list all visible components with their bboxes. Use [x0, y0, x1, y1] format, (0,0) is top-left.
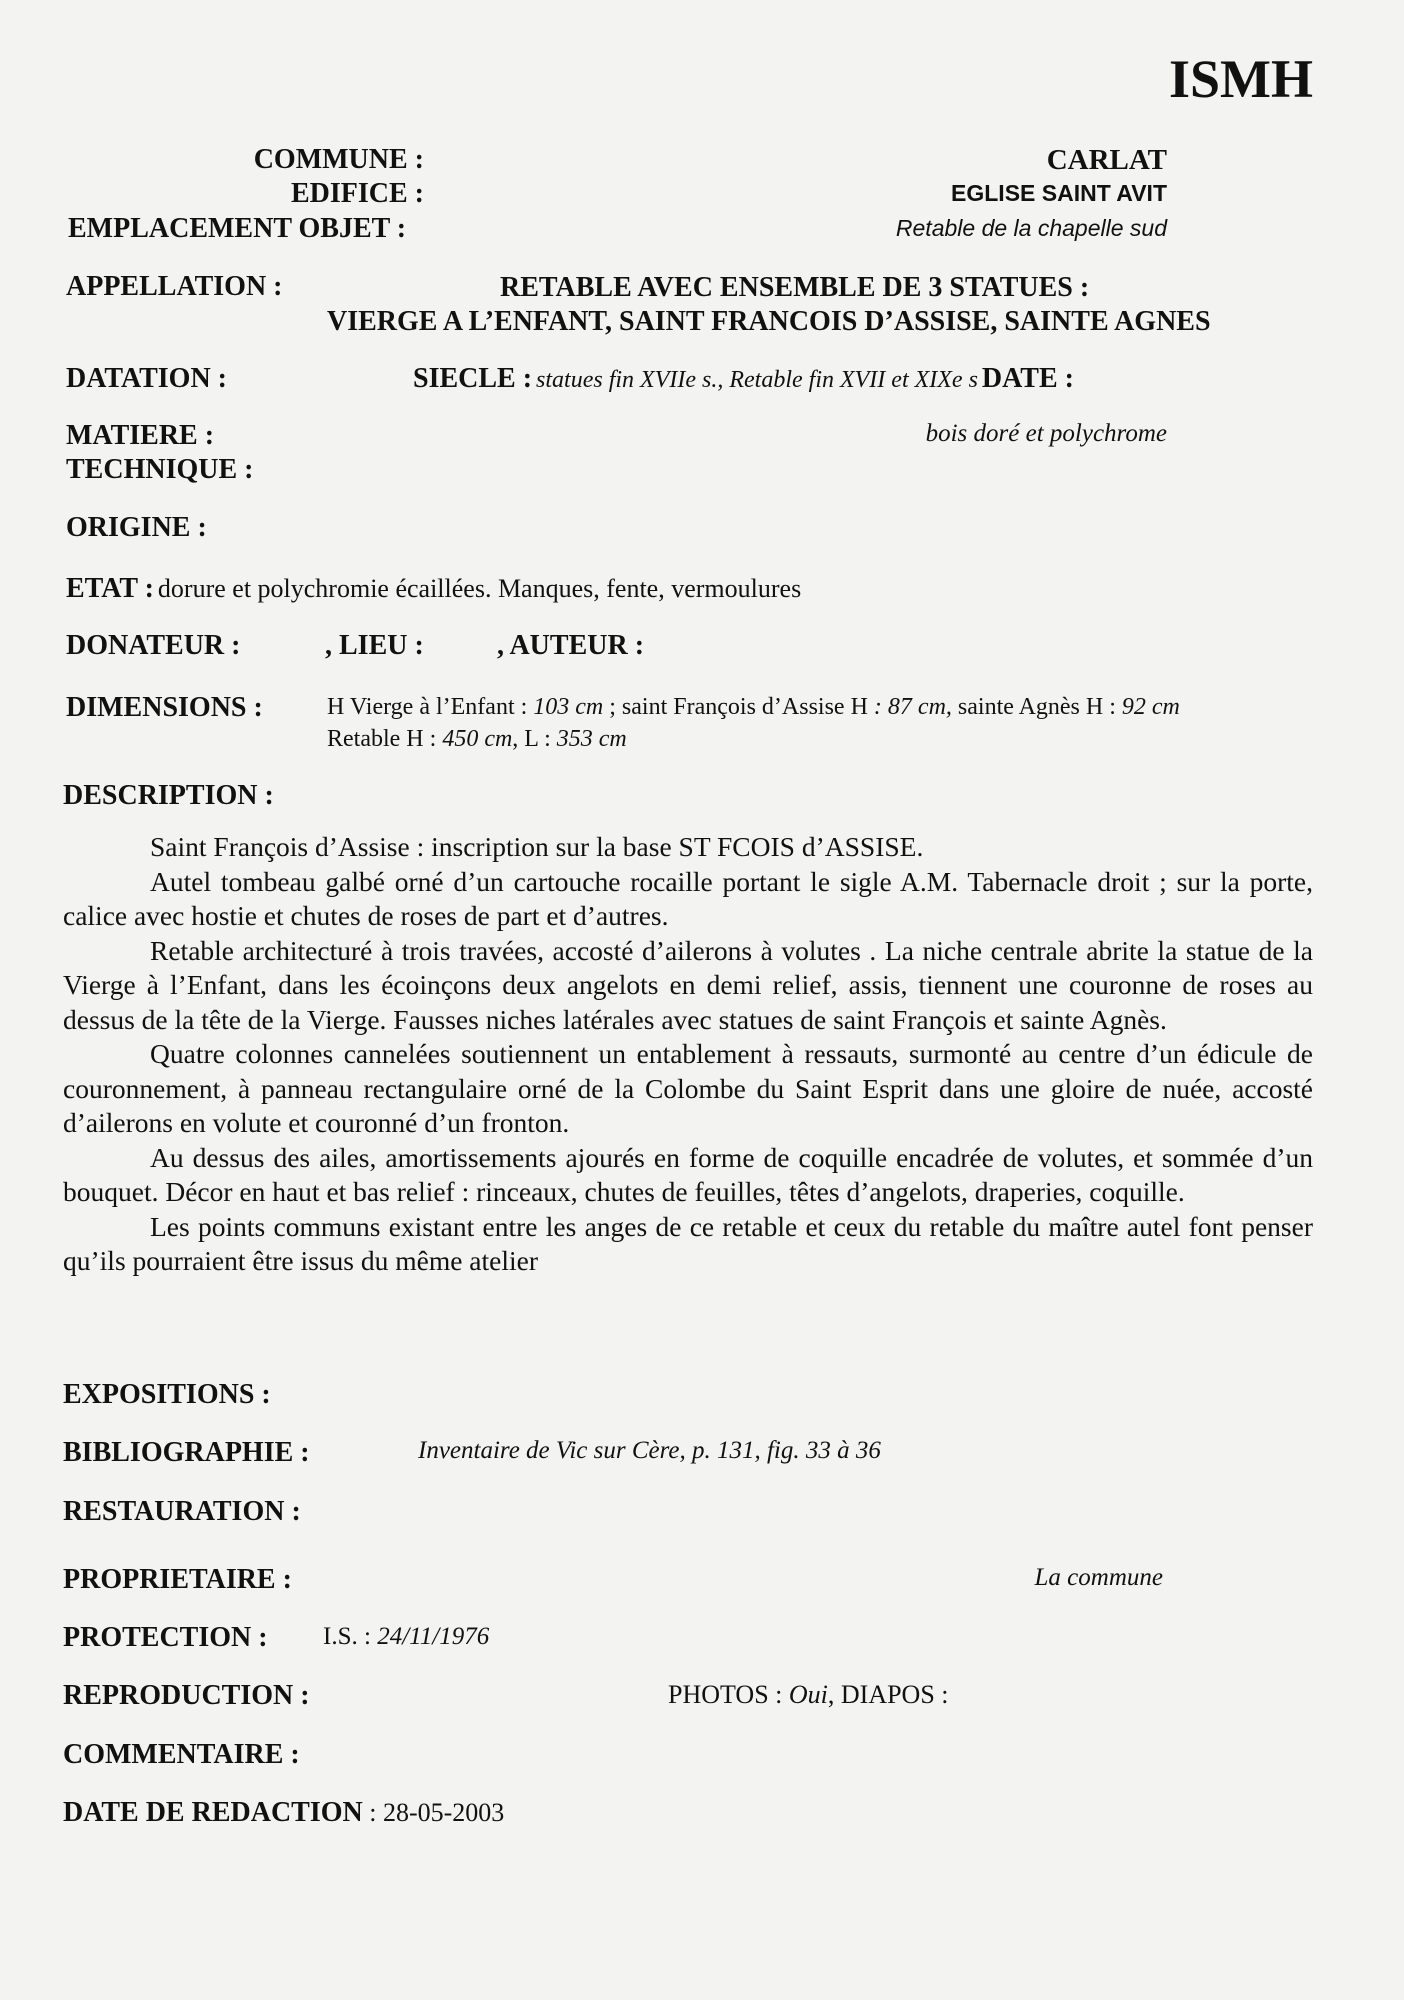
- bibliographie-label: BIBLIOGRAPHIE :: [63, 1437, 310, 1468]
- etat-row: [66, 573, 801, 605]
- dim-agnes-value: 92 cm: [1121, 694, 1180, 720]
- dim-francois-label: ; saint François d’Assise H: [603, 694, 874, 720]
- dimensions-label: DIMENSIONS :: [66, 692, 263, 723]
- emplacement-value: Retable de la chapelle sud: [895, 215, 1167, 241]
- commune-value: CARLAT: [1046, 144, 1167, 176]
- date-redaction-label: DATE DE REDACTION: [63, 1797, 363, 1828]
- dim-agnes-label: sainte Agnès H :: [951, 694, 1122, 720]
- auteur-label: , AUTEUR :: [497, 630, 645, 661]
- date-label: DATE :: [981, 363, 1074, 394]
- matiere-value: bois doré et polychrome: [925, 420, 1167, 447]
- description-paragraph: Autel tombeau galbé orné d’un cartouche rocaille portant le sigle A.M. Tabernacle droit ; sur la porte, calice avec hostie et chutes de roses de part et d’autres.: [63, 865, 1313, 931]
- dimensions-line2: [327, 726, 627, 753]
- dim-retable-h-value: 450 cm: [442, 726, 513, 752]
- protection-row: [323, 1623, 489, 1651]
- commune-label: COMMUNE :: [253, 144, 424, 175]
- dim-vierge-label: H Vierge à l’Enfant :: [327, 694, 534, 720]
- appellation-line1: RETABLE AVEC ENSEMBLE DE 3 STATUES :: [500, 272, 1090, 303]
- date-redaction-row: [63, 1797, 504, 1829]
- photos-value: Oui: [788, 1680, 828, 1709]
- stamp-ismh: ISMH: [1168, 49, 1313, 109]
- etat-value: dorure et polychromie écaillées. Manques, fente, vermoulures: [157, 574, 802, 603]
- emplacement-label: EMPLACEMENT OBJET :: [68, 213, 407, 244]
- description-label: DESCRIPTION :: [63, 780, 274, 811]
- description-body: [63, 830, 1313, 1279]
- description-paragraph: Quatre colonnes cannelées soutiennent un entablement à ressauts, surmonté au centre d’un édicule de couronnement, à panneau rectangulaire orné de la Colombe du Saint Esprit dans une gloire de nuée, accosté d’ailerons en volute et couronné d’un fronton.: [63, 1038, 1313, 1138]
- appellation-label: APPELLATION :: [66, 271, 283, 302]
- bibliographie-value: Inventaire de Vic sur Cère, p. 131, fig. 33 à 36: [418, 1437, 881, 1464]
- donateur-label: DONATEUR :: [66, 630, 241, 661]
- siecle-value: statues fin XVIIe s., Retable fin XVII et XIXe s: [536, 367, 978, 393]
- protection-label: PROTECTION :: [63, 1622, 268, 1653]
- commentaire-label: COMMENTAIRE :: [63, 1739, 300, 1770]
- dim-retable-h-label: Retable H :: [327, 726, 443, 752]
- description-paragraph: Retable architecturé à trois travées, accosté d’ailerons à volutes . La niche centrale abrite la statue de la Vierge à l’Enfant, dans les écoinçons deux angelots en demi relief, assis, tiennent une couronne de roses au dessus de la tête de la Vierge. Fausses niches latérales avec statues de saint François et sainte Agnès.: [63, 934, 1313, 1035]
- origine-label: ORIGINE :: [66, 512, 207, 543]
- proprietaire-label: PROPRIETAIRE :: [63, 1564, 292, 1595]
- dim-francois-value: : 87 cm,: [873, 694, 952, 720]
- date-redaction-value: : 28-05-2003: [362, 1798, 505, 1827]
- technique-label: TECHNIQUE :: [66, 454, 254, 485]
- expositions-label: EXPOSITIONS :: [63, 1379, 271, 1410]
- datation-label: DATATION :: [66, 363, 227, 394]
- photos-row: [668, 1680, 949, 1710]
- etat-label: ETAT :: [66, 573, 154, 604]
- dim-retable-l-value: 353 cm: [556, 726, 627, 752]
- diapos-label: , DIAPOS :: [827, 1680, 949, 1709]
- restauration-label: RESTAURATION :: [63, 1496, 301, 1527]
- dimensions-line1: [327, 694, 1180, 721]
- photos-label: PHOTOS :: [668, 1680, 789, 1709]
- dim-retable-l-label: , L :: [512, 726, 557, 752]
- protection-date: 24/11/1976: [377, 1623, 490, 1650]
- siecle-label: SIECLE :: [413, 363, 533, 394]
- matiere-label: MATIERE :: [66, 420, 215, 451]
- appellation-line2: VIERGE A L’ENFANT, SAINT FRANCOIS D’ASSISE, SAINTE AGNES: [327, 306, 1211, 337]
- proprietaire-value: La commune: [1034, 1564, 1163, 1591]
- reproduction-label: REPRODUCTION :: [63, 1680, 310, 1711]
- dim-vierge-value: 103 cm: [533, 694, 604, 720]
- edifice-value: EGLISE SAINT AVIT: [951, 180, 1167, 206]
- description-paragraph: Les points communs existant entre les anges de ce retable et ceux du retable du maître autel font penser qu’ils pourraient être issus du même atelier: [63, 1210, 1313, 1276]
- description-paragraph: Au dessus des ailes, amortissements ajourés en forme de coquille encadrée de volutes, et sommée d’un bouquet. Décor en haut et bas relief : rinceaux, chutes de feuilles, têtes d’angelots, draperies, coquille.: [63, 1141, 1313, 1207]
- description-paragraph: Saint François d’Assise : inscription sur la base ST FCOIS d’ASSISE.: [150, 831, 924, 862]
- edifice-label: EDIFICE :: [290, 178, 424, 209]
- lieu-label: , LIEU :: [325, 630, 424, 661]
- protection-prefix: I.S. :: [323, 1623, 378, 1650]
- datation-siecle-row: [413, 363, 1074, 395]
